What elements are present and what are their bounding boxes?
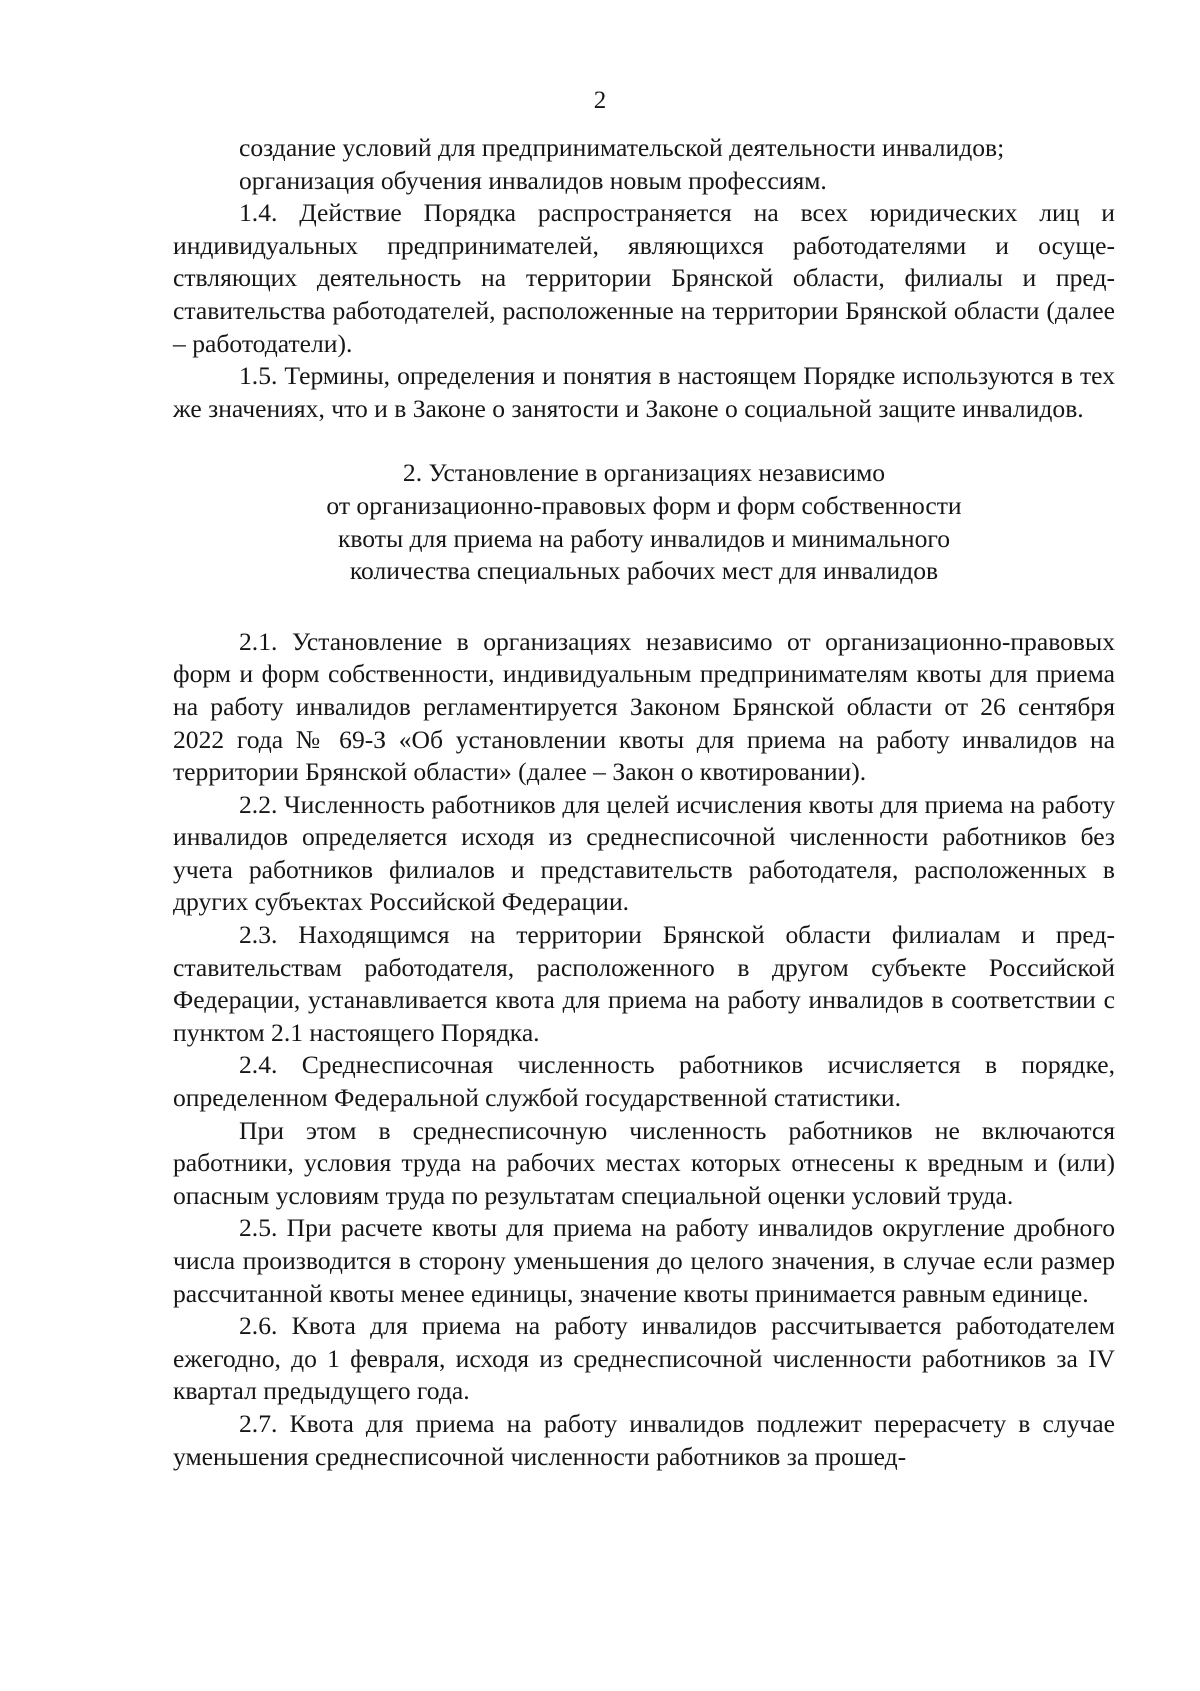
intro-item: организация обучения инвалидов новым профессиям. [239,165,827,195]
paragraph-1-5: 1.5. Термины, определения и понятия в настоящем Порядке используются в тех же значениях, что и в Законе о занятости и Законе о социальной защите инвалидов. [173,361,1115,423]
intro-item: создание условий для предпринимательской деятельности инвалидов; [239,133,1005,162]
paragraph-2-1: 2.1. Установление в организациях независимо от организационно-правовых форм и форм собственности, индивидуальным предпринимателям квоты для приема на работу инвалидов регламентируется Законом Брянской области от 26 сентября 2022 года № 69-З «Об установлении квоты для приема на работу инвалидов на территории Брянской области» (далее – Закон о квотировании). [173,626,1115,787]
section-2-heading [173,457,1115,587]
page-number: 2 [593,87,607,114]
heading-line: 2. Установление в организациях независимо [402,458,886,488]
heading-line: от организационно-правовых форм и форм собственности [326,490,962,520]
paragraph-1-4: 1.4. Действие Порядка распространяется на всех юридических лиц и индивидуальных предпринимателей, являющихся работодателями и осуществляющих деятельность на территории Брянской области, филиалы и представительства работодателей, расположенные на территории Брянской области (далее – работодатели). [173,198,1115,358]
paragraph-2-6: 2.6. Квота для приема на работу инвалидов рассчитывается работодателем ежегодно, до 1 февраля, исходя из среднесписочной численности работников за IV квартал предыдущего года. [173,1311,1115,1406]
paragraph-2-2: 2.2. Численность работников для целей исчисления квоты для приема на работу инвалидов определяется исходя из среднесписочной численности работников без учета работников филиалов и представительств работодателя, расположенных в других субъектах Российской Федерации. [173,789,1115,917]
paragraph-2-4: 2.4. Среднесписочная численность работников исчисляется в порядке, определенном Федеральной службой государственной статистики. [173,1050,1115,1113]
paragraph-2-3: 2.3. Находящимся на территории Брянской области филиалам и представительствам работодателя, расположенного в другом субъекте Российской Федерации, устанавливается квота для приема на работу инвалидов в соответствии с пунктом 2.1 настоящего Порядка. [173,920,1115,1047]
paragraph-2-7: 2.7. Квота для приема на работу инвалидов подлежит перерасчету в случае уменьшения среднесписочной численности работников за прошед- [173,1408,1115,1471]
paragraph-2-4-note: При этом в среднесписочную численность работников не включаются работники, условия труда на рабочих местах которых отнесены к вредным и (или) опасным условиям труда по результатам специальной оценки условий труда. [173,1115,1115,1210]
heading-line: количества специальных рабочих мест для инвалидов [349,556,939,586]
heading-line: квоты для приема на работу инвалидов и минимального [337,523,951,553]
document-body [173,132,1115,1473]
paragraph-2-5: 2.5. При расчете квоты для приема на работу инвалидов округление дробного числа производится в сторону уменьшения до целого значения, в случае если размер рассчитанной квоты менее единицы, значение квоты принимается равным единице. [173,1213,1115,1308]
